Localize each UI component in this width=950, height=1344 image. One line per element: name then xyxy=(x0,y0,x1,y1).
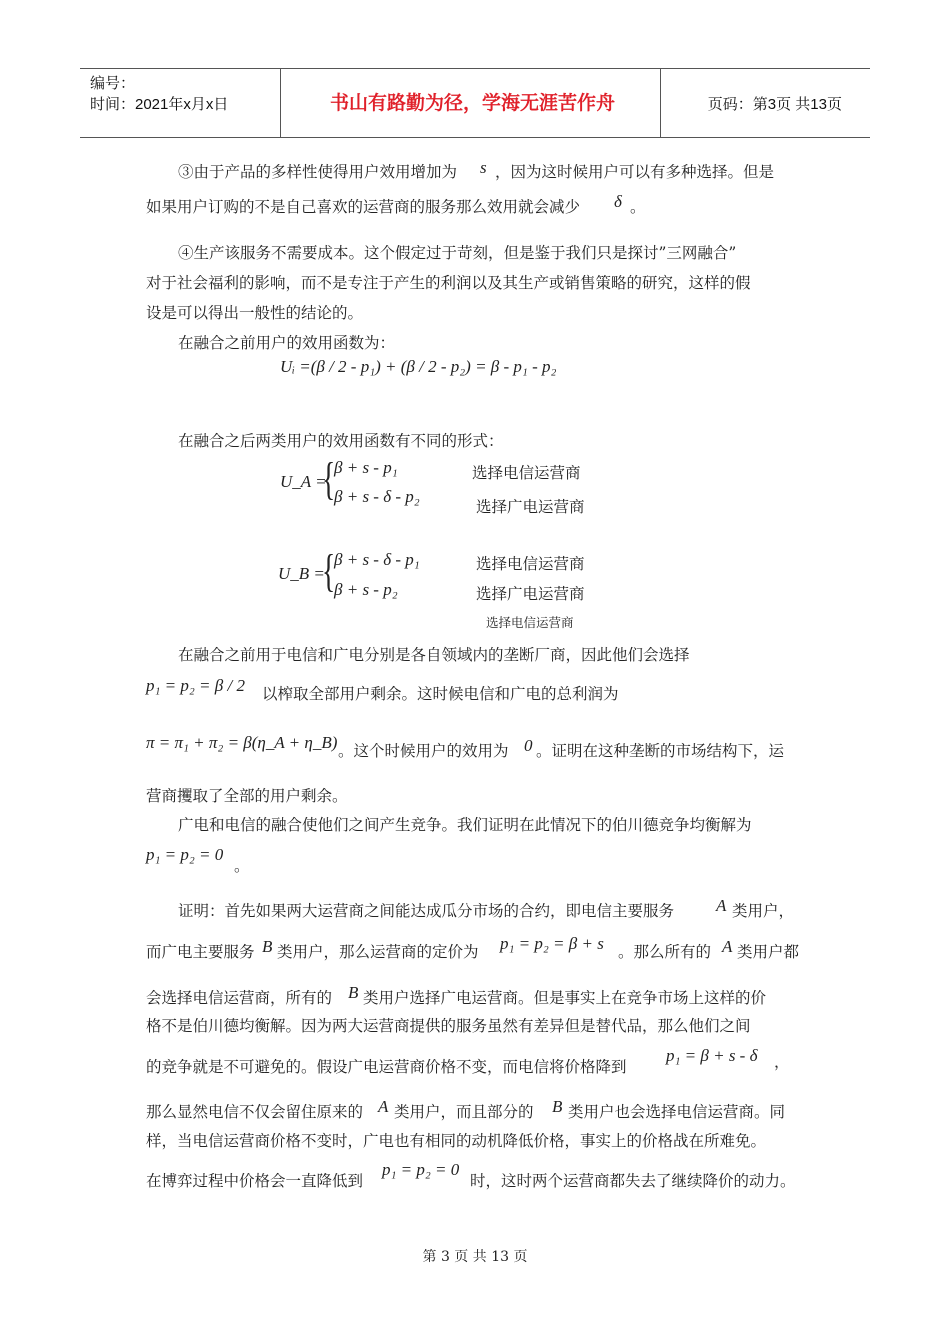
motto: 书山有路勤为径，学海无涯苦作舟 xyxy=(329,93,615,114)
text-line: 会选择电信运营商，所有的 xyxy=(146,989,333,1007)
math-inline: δ xyxy=(614,192,622,211)
text-line: 样，当电信运营商价格不变时，广电也有相同的动机降低价格，事实上的价格战在所难免。 xyxy=(146,1132,767,1150)
text-line: ，因为这时候用户可以有多种选择。但是 xyxy=(495,163,775,181)
text-line: 。证明在这种垄断的市场结构下，运 xyxy=(536,742,785,760)
equation-case: β + s - p₁ xyxy=(334,458,398,477)
math-inline: B xyxy=(552,1097,563,1116)
case-label: 选择广电运营商 xyxy=(476,585,585,603)
text-line: 类用户，而且部分的 xyxy=(394,1103,534,1121)
text-line: 广电和电信的融合使他们之间产生竞争。我们证明在此情况下的伯川德竞争均衡解为 xyxy=(178,816,752,834)
math-inline: B xyxy=(262,937,273,956)
text-line: 如果用户订购的不是自己喜欢的运营商的服务那么效用就会减少 xyxy=(146,198,581,216)
math-inline: p₁ = p₂ = 0 xyxy=(146,845,224,864)
text-line: 在博弈过程中价格会一直降低到 xyxy=(146,1172,364,1190)
math-inline: p₁ = β + s - δ xyxy=(666,1046,758,1065)
text-line: 类用户，那么运营商的定价为 xyxy=(277,943,479,961)
text-line: 。 xyxy=(234,857,250,875)
text-line: ④生产该服务不需要成本。这个假定过于苛刻，但是鉴于我们只是探讨”三网融合” xyxy=(178,244,737,262)
math-inline: B xyxy=(348,983,359,1002)
text-line: 类用户， xyxy=(732,902,795,920)
time-label: 时间：2021年x月x日 xyxy=(90,96,229,113)
text-line: 的竞争就是不可避免的。假设广电运营商价格不变，而电信将价格降到 xyxy=(146,1058,627,1076)
text-line: 以榨取全部用户剩余。这时候电信和广电的总利润为 xyxy=(262,685,619,703)
equation-case: β + s - δ - p₁ xyxy=(334,550,420,569)
math-inline: p₁ = p₂ = β / 2 xyxy=(146,676,245,695)
text-line: 。这个时候用户的效用为 xyxy=(338,742,509,760)
text-line: 那么显然电信不仅会留住原来的 xyxy=(146,1103,364,1121)
case-label: 选择广电运营商 xyxy=(476,498,585,516)
header-divider-right xyxy=(660,69,661,137)
page-footer: 第 3 页 共 13 页 xyxy=(422,1249,528,1265)
text-line: 对于社会福利的影响，而不是专注于产生的利润以及其生产或销售策略的研究，这样的假 xyxy=(146,274,751,292)
math-inline: s xyxy=(480,158,487,177)
case-label-small: 选择电信运营商 xyxy=(486,615,574,630)
math-inline: π = π₁ + π₂ = β(η_A + η_B) xyxy=(146,733,338,752)
page-header xyxy=(80,68,870,138)
math-inline: A xyxy=(378,1097,389,1116)
text-line: 类用户也会选择电信运营商。同 xyxy=(568,1103,786,1121)
equation-case: β + s - p₂ xyxy=(334,580,398,599)
equation: Uᵢ =(β / 2 - p₁) + (β / 2 - p₂) = β - p₁ - p₂ xyxy=(280,357,557,376)
text-line: 证明：首先如果两大运营商之间能达成瓜分市场的合约，即电信主要服务 xyxy=(178,902,675,920)
math-inline: 0 xyxy=(524,736,533,755)
equation-lhs: U_A = xyxy=(280,472,327,491)
text-line: 类用户选择广电运营商。但是事实上在竞争市场上这样的价 xyxy=(363,989,767,1007)
case-label: 选择电信运营商 xyxy=(476,555,585,573)
text-line: ③由于产品的多样性使得用户效用增加为 xyxy=(178,163,458,181)
text-line: 。那么所有的 xyxy=(618,943,712,961)
math-inline: p₁ = p₂ = β + s xyxy=(500,934,604,953)
text-line: 时，这时两个运营商都失去了继续降价的动力。 xyxy=(470,1172,796,1190)
text-line: 在融合之前用于电信和广电分别是各自领域内的垄断厂商，因此他们会选择 xyxy=(178,646,690,664)
text-line: 设是可以得出一般性的结论的。 xyxy=(146,304,364,322)
header-divider-left xyxy=(280,69,281,137)
left-brace: { xyxy=(322,545,336,596)
text-line: 在融合之前用户的效用函数为： xyxy=(178,334,396,352)
equation-lhs: U_B = xyxy=(278,564,325,583)
text-line: 而广电主要服务 xyxy=(146,943,255,961)
text-line: 营商攫取了全部的用户剩余。 xyxy=(146,787,348,805)
text-line: ， xyxy=(774,1053,790,1071)
number-label: 编号： xyxy=(90,75,136,92)
math-inline: p₁ = p₂ = 0 xyxy=(382,1160,460,1179)
text-line: 类用户都 xyxy=(737,943,800,961)
page-info: 页码：第3页 共13页 xyxy=(707,96,842,113)
case-label: 选择电信运营商 xyxy=(472,464,581,482)
text-line: 。 xyxy=(630,198,646,216)
math-inline: A xyxy=(722,937,733,956)
equation-case: β + s - δ - p₂ xyxy=(334,487,420,506)
text-line: 在融合之后两类用户的效用函数有不同的形式： xyxy=(178,432,504,450)
left-brace: { xyxy=(322,453,336,504)
text-line: 格不是伯川德均衡解。因为两大运营商提供的服务虽然有差异但是替代品，那么他们之间 xyxy=(146,1017,751,1035)
math-inline: A xyxy=(716,896,727,915)
